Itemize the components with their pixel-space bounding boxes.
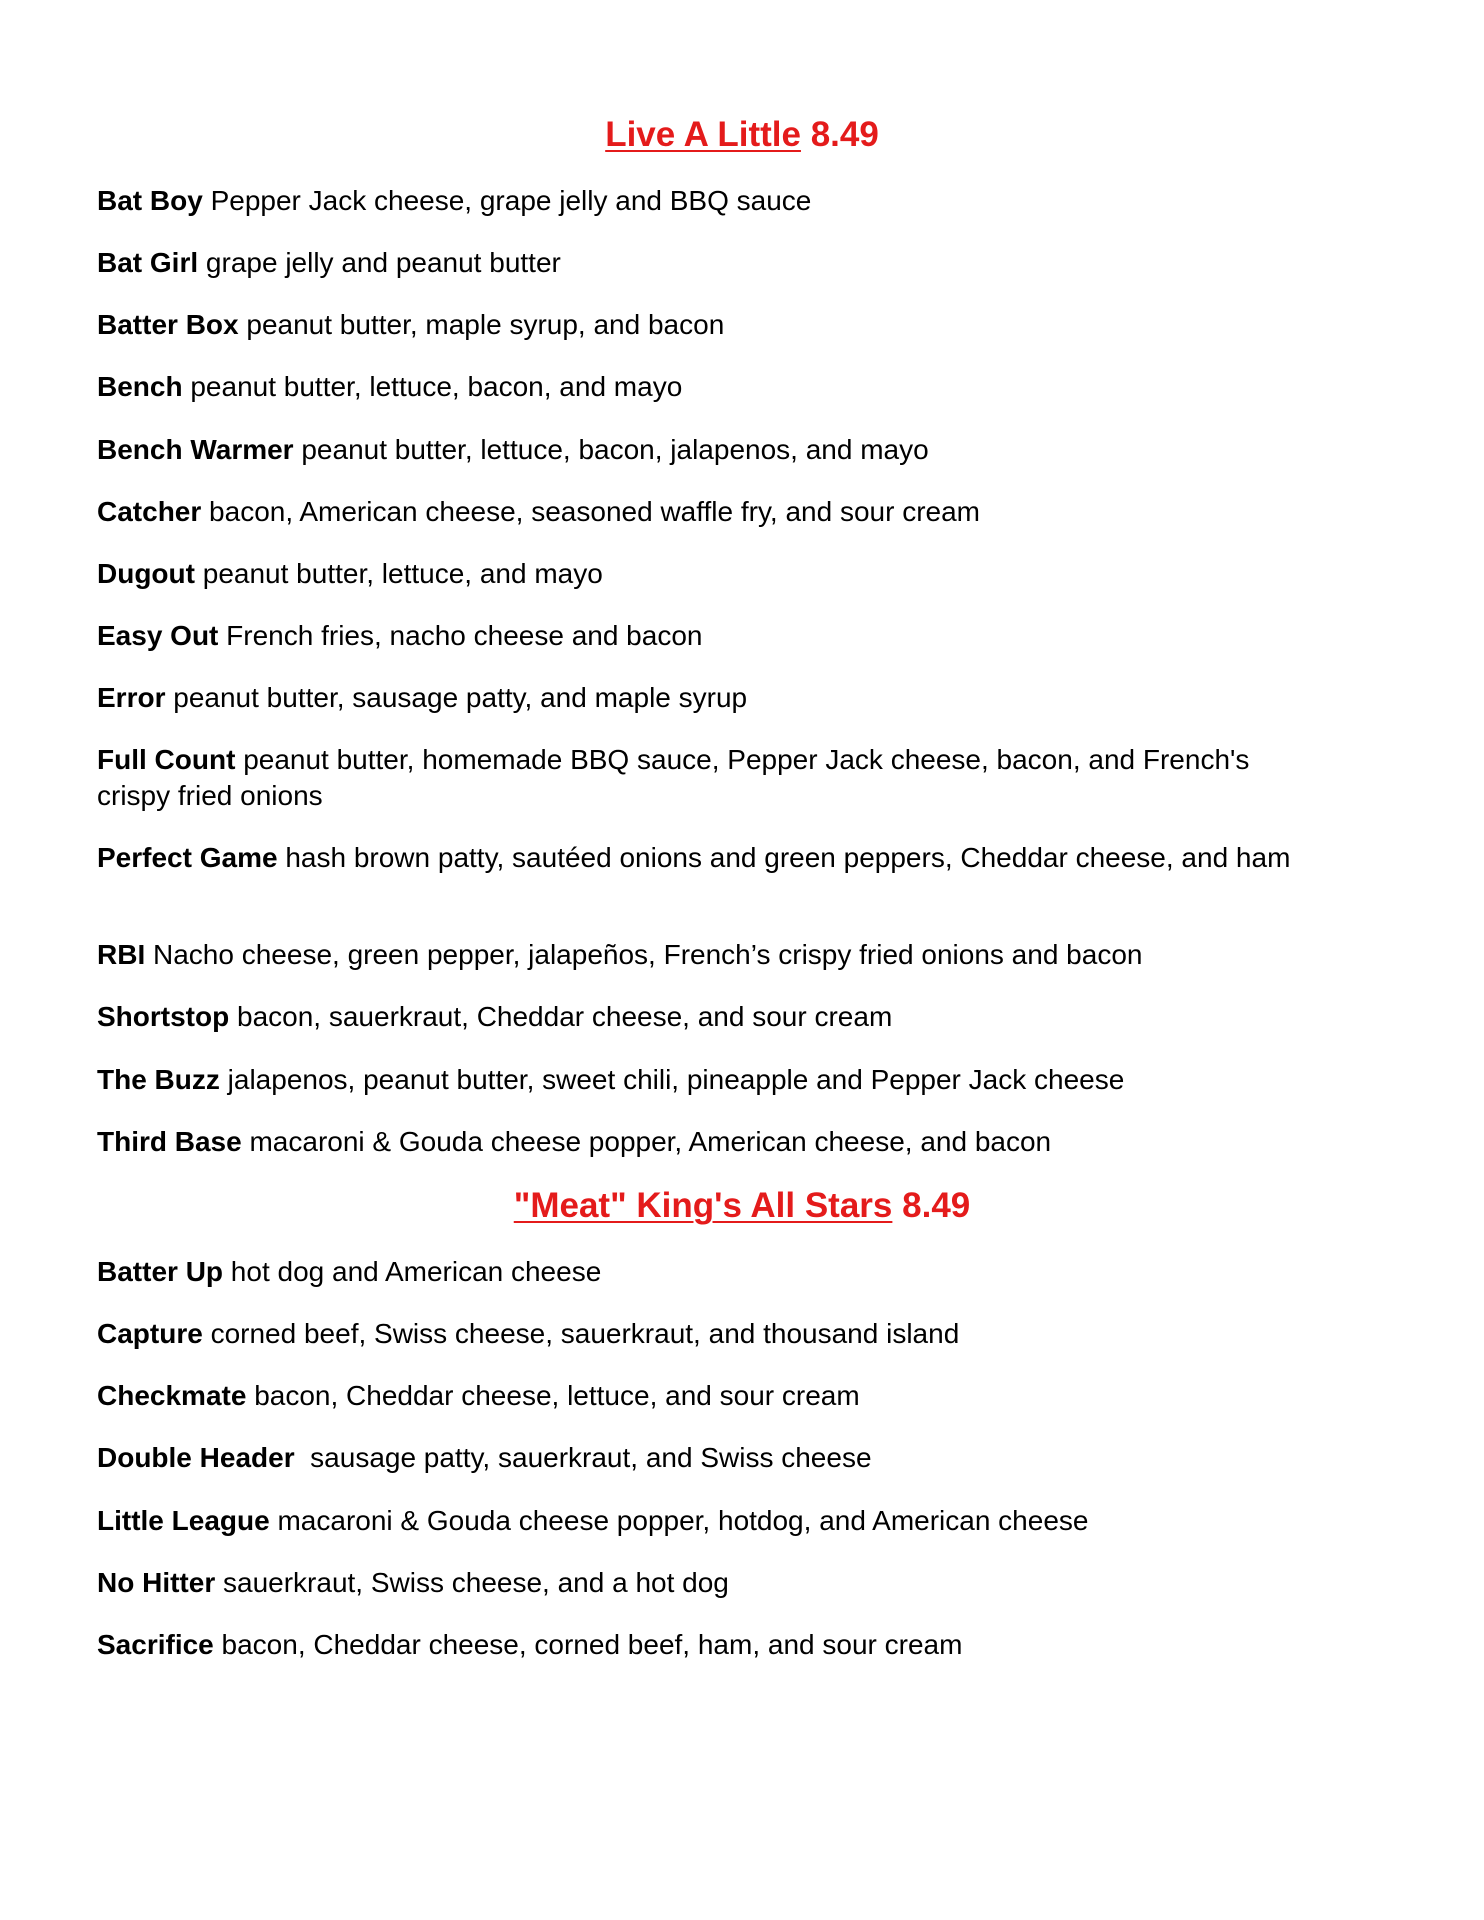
menu-item-name: The Buzz (97, 1064, 220, 1095)
menu-item-desc: macaroni & Gouda cheese popper, hotdog, and American cheese (277, 1505, 1089, 1536)
menu-item (97, 1440, 1327, 1476)
menu-item-name: Perfect Game (97, 842, 278, 873)
menu-item-desc: peanut butter, sausage patty, and maple syrup (173, 682, 748, 713)
section-heading-live-a-little (0, 115, 1484, 155)
menu-item (97, 618, 1327, 654)
menu-item (97, 183, 1327, 219)
menu-item (97, 1124, 1327, 1160)
menu-item-name: Bench (97, 371, 183, 402)
menu-item-name: Third Base (97, 1126, 242, 1157)
menu-item-desc: bacon, American cheese, seasoned waffle fry, and sour cream (209, 496, 980, 527)
menu-item-desc: bacon, Cheddar cheese, lettuce, and sour cream (254, 1380, 860, 1411)
menu-item (97, 432, 1327, 468)
menu-item-name: No Hitter (97, 1567, 216, 1598)
menu-item-name: RBI (97, 939, 146, 970)
menu-item-name: Bat Girl (97, 247, 199, 278)
menu-item-desc: hash brown patty, sautéed onions and green peppers, Cheddar cheese, and ham (285, 842, 1291, 873)
menu-item-name: Full Count (97, 744, 236, 775)
menu-item-name: Checkmate (97, 1380, 247, 1411)
menu-item (97, 1062, 1327, 1098)
menu-item (97, 1627, 1327, 1663)
menu-item-name: Batter Up (97, 1256, 224, 1287)
menu-item-name: Bat Boy (97, 185, 203, 216)
menu-item-name: Double Header (97, 1442, 295, 1473)
menu-item (97, 937, 1327, 973)
menu-item-name: Dugout (97, 558, 195, 589)
menu-item-desc: hot dog and American cheese (230, 1256, 602, 1287)
menu-item (97, 1254, 1327, 1290)
menu-item-name: Error (97, 682, 166, 713)
menu-item (97, 680, 1327, 716)
menu-item-desc: macaroni & Gouda cheese popper, American cheese, and bacon (249, 1126, 1052, 1157)
menu-item-name: Easy Out (97, 620, 219, 651)
menu-item-desc: French fries, nacho cheese and bacon (226, 620, 703, 651)
menu-item-name: Sacrifice (97, 1629, 214, 1660)
menu-item-name: Bench Warmer (97, 434, 294, 465)
section-title: "Meat" King's All Stars (513, 1186, 893, 1225)
menu-item-desc: Pepper Jack cheese, grape jelly and BBQ sauce (210, 185, 812, 216)
menu-item-desc: peanut butter, maple syrup, and bacon (246, 309, 725, 340)
menu-item (97, 494, 1327, 530)
menu-item-desc: grape jelly and peanut butter (205, 247, 561, 278)
menu-item (97, 369, 1327, 405)
menu-item-desc: bacon, sauerkraut, Cheddar cheese, and sour cream (237, 1001, 893, 1032)
menu-item (97, 840, 1327, 876)
menu-item-name: Capture (97, 1318, 203, 1349)
menu-item-desc: corned beef, Swiss cheese, sauerkraut, and thousand island (210, 1318, 960, 1349)
menu-item (97, 556, 1327, 592)
menu-item-name: Batter Box (97, 309, 239, 340)
menu-item (97, 742, 1327, 814)
menu-item-name: Shortstop (97, 1001, 230, 1032)
menu-item-desc: peanut butter, lettuce, bacon, jalapenos, and mayo (301, 434, 929, 465)
menu-item-desc: bacon, Cheddar cheese, corned beef, ham, and sour cream (221, 1629, 963, 1660)
menu-item-desc: peanut butter, homemade BBQ sauce, Pepper Jack cheese, bacon, and French's crispy fried onions (97, 744, 1250, 811)
menu-item-name: Little League (97, 1505, 270, 1536)
section-price: 8.49 (810, 115, 879, 154)
menu-item-desc: peanut butter, lettuce, and mayo (202, 558, 603, 589)
menu-item-desc: jalapenos, peanut butter, sweet chili, pineapple and Pepper Jack cheese (227, 1064, 1125, 1095)
menu-item (97, 307, 1327, 343)
section-heading-meat-kings-all-stars (0, 1186, 1484, 1226)
section-price: 8.49 (902, 1186, 971, 1225)
menu-item (97, 999, 1327, 1035)
menu-item (97, 1565, 1327, 1601)
menu-item (97, 1503, 1327, 1539)
menu-item-desc: Nacho cheese, green pepper, jalapeños, French’s crispy fried onions and bacon (153, 939, 1143, 970)
menu-item (97, 1378, 1327, 1414)
menu-item-name: Catcher (97, 496, 202, 527)
section-title: Live A Little (605, 115, 801, 154)
menu-item-desc: sauerkraut, Swiss cheese, and a hot dog (223, 1567, 729, 1598)
menu-item-desc: sausage patty, sauerkraut, and Swiss cheese (302, 1442, 872, 1473)
menu-item-desc: peanut butter, lettuce, bacon, and mayo (190, 371, 683, 402)
menu-item (97, 1316, 1327, 1352)
menu-item (97, 245, 1327, 281)
